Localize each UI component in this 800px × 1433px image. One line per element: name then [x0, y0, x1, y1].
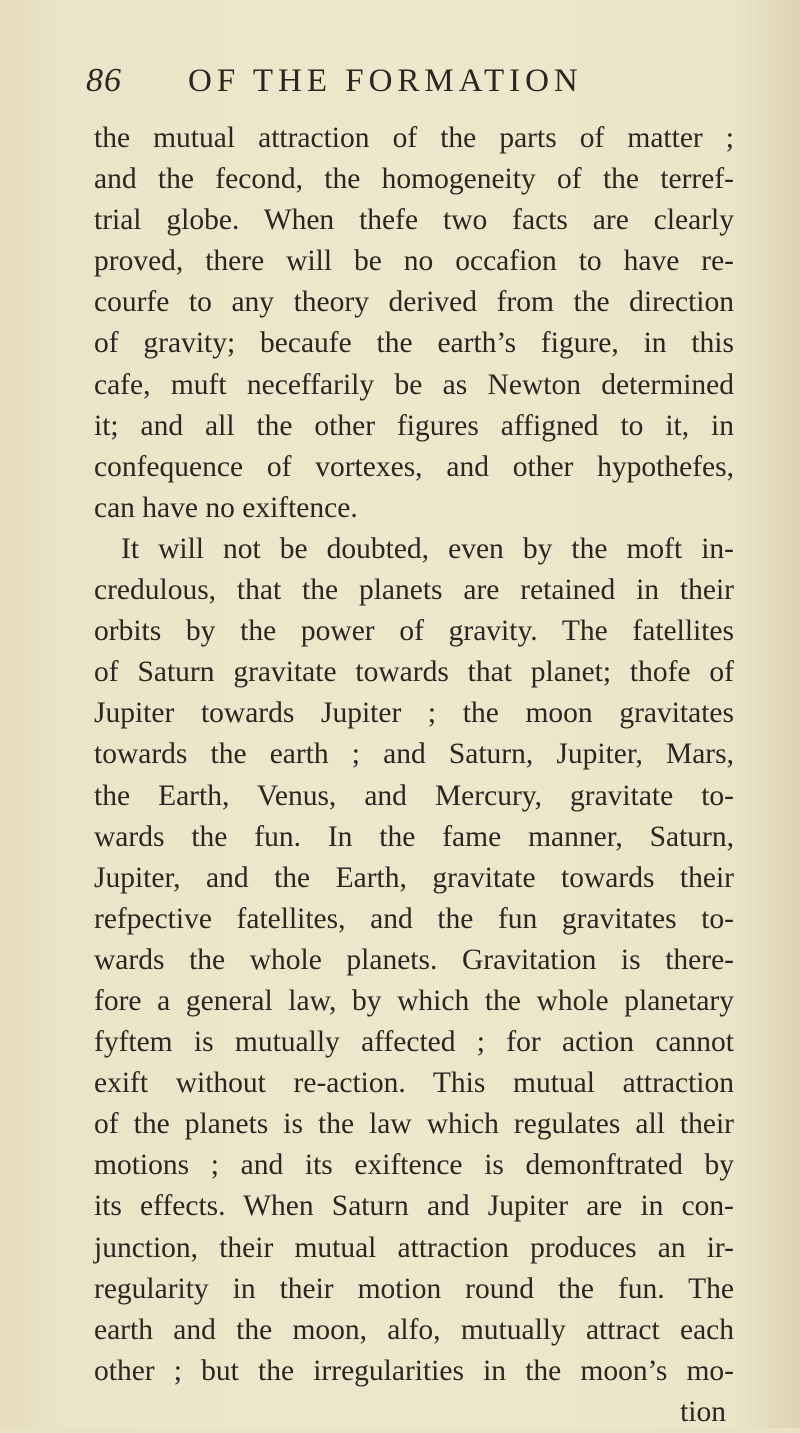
text-line: of gravity; becaufe the earth’s figure, in this [94, 327, 734, 360]
text-line: refpective fatellites, and the fun gravitates to- [94, 902, 734, 935]
page-number: 86 [86, 62, 122, 99]
text-line: it; and all the other figures affigned to it, in [94, 409, 734, 442]
text-line: of Saturn gravitate towards that planet; thofe of [94, 656, 734, 689]
text-line: It will not be doubted, even by the moft in- [121, 532, 734, 565]
running-head: OF THE FORMATION [188, 63, 583, 99]
body-text [94, 118, 734, 1433]
text-line: towards the earth ; and Saturn, Jupiter, Mars, [94, 738, 734, 771]
text-line: proved, there will be no occafion to have re- [94, 245, 734, 278]
text-line: trial globe. When thefe two facts are clearly [94, 204, 734, 237]
text-line: the mutual attraction of the parts of matter ; [94, 122, 734, 154]
text-line: its effects. When Saturn and Jupiter are in con- [94, 1190, 734, 1223]
text-line: fore a general law, by which the whole planetary [94, 984, 734, 1017]
text-line: can have no exiftence. [94, 491, 358, 524]
text-line: junction, their mutual attraction produces an ir- [94, 1231, 734, 1264]
page-header [86, 62, 706, 112]
text-line: and the fecond, the homogeneity of the terref- [94, 163, 734, 196]
text-line: regularity in their motion round the fun. The [94, 1272, 734, 1305]
text-line: credulous, that the planets are retained in their [94, 574, 734, 607]
text-line: earth and the moon, alfo, mutually attract each [94, 1313, 734, 1346]
catchword: tion [680, 1395, 726, 1428]
text-line: other ; but the irregularities in the moon’s mo- [94, 1354, 734, 1387]
text-line: the Earth, Venus, and Mercury, gravitate to- [94, 779, 734, 812]
text-line: motions ; and its exiftence is demonftrated by [94, 1149, 734, 1182]
text-line: of the planets is the law which regulates all their [94, 1108, 734, 1141]
text-line: confequence of vortexes, and other hypothefes, [94, 450, 734, 483]
text-line: orbits by the power of gravity. The fatellites [94, 615, 734, 648]
text-line: cafe, muft neceffarily be as Newton determined [94, 368, 734, 401]
text-line: fyftem is mutually affected ; for action cannot [94, 1026, 734, 1059]
text-line: exift without re-action. This mutual attraction [94, 1067, 734, 1100]
text-line: wards the fun. In the fame manner, Saturn, [94, 820, 734, 853]
text-line: Jupiter, and the Earth, gravitate towards their [94, 861, 734, 894]
text-line: wards the whole planets. Gravitation is there- [94, 943, 734, 976]
text-line: Jupiter towards Jupiter ; the moon gravitates [94, 697, 734, 730]
text-line: courfe to any theory derived from the direction [94, 286, 734, 319]
